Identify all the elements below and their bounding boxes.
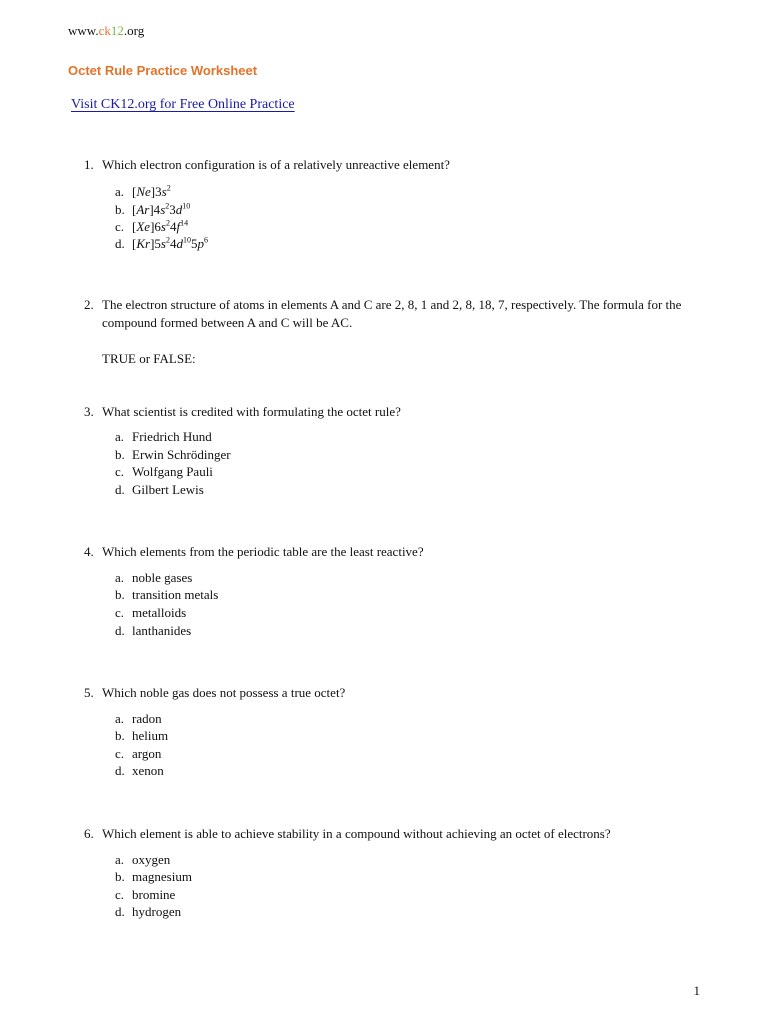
option-5c bbox=[115, 745, 161, 763]
option-text: radon bbox=[132, 711, 162, 726]
option-1d bbox=[115, 235, 208, 253]
option-4a bbox=[115, 569, 192, 587]
option-text: noble gases bbox=[132, 570, 193, 585]
question-number: 2. bbox=[84, 297, 94, 312]
question-text: The electron structure of atoms in elements A and C are 2, 8, 1 and 2, 8, 18, 7, respectively. The formula for the compound formed between A and C will be AC. bbox=[102, 297, 682, 330]
question-number: 1. bbox=[84, 157, 94, 172]
option-letter: c. bbox=[115, 219, 125, 234]
question-text: What scientist is credited with formulating the octet rule? bbox=[102, 404, 401, 419]
true-false-prompt: TRUE or FALSE: bbox=[102, 351, 196, 366]
option-text: $[Xe]6s^24f^{14}$ bbox=[132, 218, 189, 234]
option-text: Wolfgang Pauli bbox=[132, 464, 213, 479]
question-text: Which noble gas does not possess a true octet? bbox=[102, 685, 346, 700]
option-4c bbox=[115, 604, 186, 622]
option-3c bbox=[115, 463, 213, 481]
option-letter: c. bbox=[115, 605, 125, 620]
site-url-12: 12 bbox=[110, 23, 124, 38]
option-letter: c. bbox=[115, 746, 125, 761]
option-text: $[Ne]3s^2$ bbox=[132, 183, 171, 199]
option-text: $[Kr]5s^24d^{10}5p^6$ bbox=[132, 235, 208, 251]
option-3a bbox=[115, 428, 212, 446]
option-letter: c. bbox=[115, 887, 125, 902]
question-2 bbox=[84, 296, 708, 332]
option-letter: b. bbox=[115, 202, 125, 217]
question-3 bbox=[84, 403, 708, 421]
option-letter: b. bbox=[115, 869, 125, 884]
option-6c bbox=[115, 886, 175, 904]
option-letter: d. bbox=[115, 904, 125, 919]
option-text: Friedrich Hund bbox=[132, 429, 212, 444]
option-1b bbox=[115, 201, 190, 219]
option-letter: a. bbox=[115, 570, 125, 585]
option-text: oxygen bbox=[132, 852, 171, 867]
option-letter: d. bbox=[115, 482, 125, 497]
question-number: 3. bbox=[84, 404, 94, 419]
question-number: 5. bbox=[84, 685, 94, 700]
site-url-ck: ck bbox=[98, 23, 111, 38]
option-text: argon bbox=[132, 746, 162, 761]
option-6b bbox=[115, 868, 192, 886]
option-4b bbox=[115, 586, 218, 604]
option-6a bbox=[115, 851, 170, 869]
question-6 bbox=[84, 825, 708, 843]
option-5a bbox=[115, 710, 162, 728]
option-3b bbox=[115, 446, 231, 464]
option-text: xenon bbox=[132, 763, 164, 778]
option-4d bbox=[115, 622, 191, 640]
option-letter: a. bbox=[115, 429, 125, 444]
option-letter: a. bbox=[115, 184, 125, 199]
page-number: 1 bbox=[693, 983, 700, 998]
question-5 bbox=[84, 684, 708, 702]
option-letter: b. bbox=[115, 587, 125, 602]
option-letter: d. bbox=[115, 623, 125, 638]
option-letter: b. bbox=[115, 447, 125, 462]
option-text: Erwin Schrödinger bbox=[132, 447, 231, 462]
question-1 bbox=[84, 156, 708, 174]
option-5b bbox=[115, 727, 168, 745]
question-text: Which element is able to achieve stability in a compound without achieving an octet of electrons? bbox=[102, 826, 611, 841]
question-text: Which electron configuration is of a relatively unreactive element? bbox=[102, 157, 450, 172]
option-text: helium bbox=[132, 728, 169, 743]
question-4 bbox=[84, 543, 708, 561]
option-letter: b. bbox=[115, 728, 125, 743]
site-url-prefix: www. bbox=[68, 23, 99, 38]
question-text: Which elements from the periodic table are the least reactive? bbox=[102, 544, 424, 559]
option-text: Gilbert Lewis bbox=[132, 482, 204, 497]
option-text: metalloids bbox=[132, 605, 187, 620]
option-text: magnesium bbox=[132, 869, 192, 884]
option-text: bromine bbox=[132, 887, 176, 902]
option-letter: d. bbox=[115, 236, 125, 251]
option-1c bbox=[115, 218, 188, 236]
option-text: transition metals bbox=[132, 587, 219, 602]
option-text: $[Ar]4s^23d^{10}$ bbox=[132, 201, 191, 217]
option-3d bbox=[115, 481, 204, 499]
option-text: lanthanides bbox=[132, 623, 192, 638]
question-number: 4. bbox=[84, 544, 94, 559]
option-letter: c. bbox=[115, 464, 125, 479]
site-url-suffix: .org bbox=[123, 23, 145, 38]
option-letter: a. bbox=[115, 852, 125, 867]
question-number: 6. bbox=[84, 826, 94, 841]
site-url bbox=[68, 23, 144, 39]
free-practice-link[interactable]: Visit CK12.org for Free Online Practice bbox=[71, 97, 295, 112]
option-1a bbox=[115, 183, 171, 201]
option-letter: d. bbox=[115, 763, 125, 778]
option-6d bbox=[115, 903, 181, 921]
worksheet-title: Octet Rule Practice Worksheet bbox=[68, 63, 258, 78]
option-5d bbox=[115, 762, 164, 780]
option-letter: a. bbox=[115, 711, 125, 726]
option-text: hydrogen bbox=[132, 904, 182, 919]
